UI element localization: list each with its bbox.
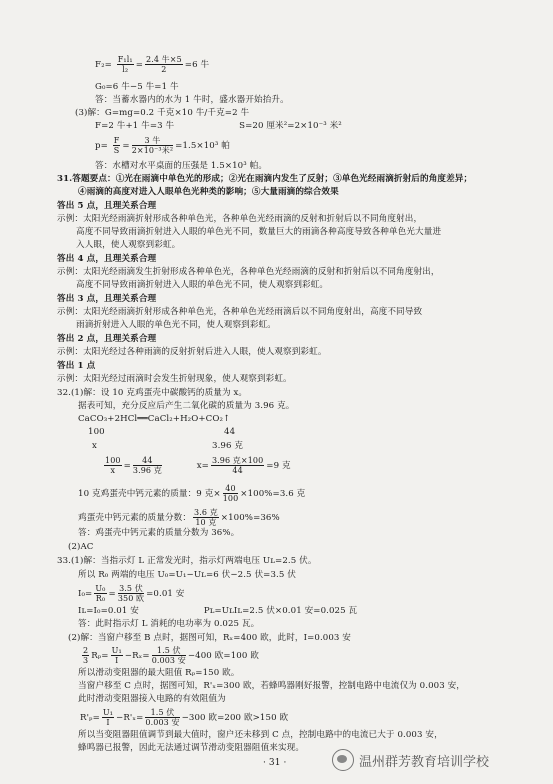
text: F=2 牛+1 牛=3 牛 xyxy=(95,121,175,131)
scoring-level: 答出 2 点，且理关系合理 xyxy=(57,334,157,344)
calcium-mass-line xyxy=(78,484,305,503)
denominator: R₀ xyxy=(95,594,106,603)
equation-value: 100 xyxy=(88,427,105,437)
text: x= xyxy=(196,461,209,471)
numerator: F xyxy=(113,136,120,145)
numerator: 3.5 伏 xyxy=(119,584,143,593)
denominator: 2×10⁻³米² xyxy=(131,146,174,155)
text: Pʟ=UʟIʟ=2.5 伏×0.01 安=0.025 瓦 xyxy=(203,606,358,616)
fraction xyxy=(223,484,239,503)
text: −300 欧=200 欧>150 欧 xyxy=(181,713,289,723)
fraction xyxy=(193,508,219,527)
fraction xyxy=(94,584,106,603)
fraction xyxy=(117,55,134,74)
example-line: 高度不同导致雨滴折射进入人眼的单色光不同，使人观察到彩虹。 xyxy=(76,280,329,290)
example-line: 示例：太阳光经过各种雨滴的反射折射后进入人眼，使人观察到彩虹。 xyxy=(57,347,327,357)
question-32-line: 32.(1)解：设 10 克鸡蛋壳中碳酸钙的质量为 x。 xyxy=(57,388,248,398)
numerator: 1.5 伏 xyxy=(152,646,186,656)
numerator: 100 xyxy=(105,456,121,465)
solution-line: (2)解：当窗户移至 B 点时，据图可知，Rₓ=400 欧，此时，I=0.003 安 xyxy=(68,633,351,643)
denominator: 0.003 安 xyxy=(151,656,186,665)
text: Rₚ= xyxy=(91,651,109,661)
denominator: S xyxy=(113,146,120,155)
example-line: 示例：太阳光经雨滴发生折射形成各种单色光，各种单色光经雨滴的反射和折射后以不同角度射出， xyxy=(57,267,440,277)
text: =9 克 xyxy=(266,461,291,471)
answer-line: 答：当蓄水器内的水为 1 牛时，盛水器开始抬升。 xyxy=(95,95,289,105)
equation-f-s xyxy=(95,121,342,132)
solution-line: 此时滑动变阻器接入电路的有效阻值为 xyxy=(78,694,226,704)
answer-line: (2)AC xyxy=(68,542,94,552)
scoring-level: 答出 5 点，且理关系合理 xyxy=(57,201,157,211)
text: p= xyxy=(95,141,108,151)
denominator: 0.003 安 xyxy=(145,718,180,727)
denominator: 3.96 克 xyxy=(132,466,162,475)
power-equation xyxy=(78,606,357,617)
text: F₂= xyxy=(95,60,112,70)
answer-line: 答：水槽对水平桌面的压强是 1.5×10³ 帕。 xyxy=(95,161,268,171)
fraction xyxy=(82,646,89,665)
equation-value: 3.96 克 xyxy=(212,441,244,451)
numerator: 40 xyxy=(223,484,239,494)
solution-line: 据表可知，充分反应后产生二氧化碳的质量为 3.96 克。 xyxy=(78,401,295,411)
current-equation: I₀= $\frac{\text{U₀}}{\text{R₀}}$ = $\frac{\text{3.5 伏}}{\text{350 欧}}$ =0.01 安 xyxy=(78,584,185,603)
fraction xyxy=(145,708,179,727)
equation-value: 44 xyxy=(224,427,236,437)
example-line: 雨滴折射进入人眼的单色光不同，使人观察到彩虹。 xyxy=(76,320,276,330)
fraction xyxy=(152,646,186,665)
solution-line: 所以当变阻器阻值调节到最大值时，窗户还未移到 C 点，控制电路中的电流已大于 0.003 安， xyxy=(78,730,443,740)
fraction xyxy=(145,55,183,74)
denominator: 44 xyxy=(232,466,243,475)
denominator: 100 xyxy=(222,494,239,503)
question-33-line: 33.(1)解：当指示灯 L 正常发光时，指示灯两端电压 Uʟ=2.5 伏。 xyxy=(57,556,317,566)
text: −R'ₓ= xyxy=(116,713,144,723)
solution-line: 所以滑动变阻器的最大阻值 Rₚ=150 欧。 xyxy=(78,668,240,678)
denominator: I xyxy=(106,718,110,727)
numerator: 2 xyxy=(83,646,89,655)
answer-key-heading: ④雨滴的高度对进入人眼单色光种类的影响；⑤大量雨滴的综合效果 xyxy=(78,187,339,197)
scoring-level: 答出 4 点，且理关系合理 xyxy=(57,254,157,264)
fraction xyxy=(132,136,173,155)
scoring-level: 答出 1 点 xyxy=(57,361,96,371)
equation-value: x xyxy=(92,441,97,451)
numerator: U₁ xyxy=(102,708,114,717)
answer-line: 答：鸡蛋壳中钙元素的质量分数为 36%。 xyxy=(78,528,240,538)
text: =1.5×10³ 帕 xyxy=(175,141,230,151)
denominator: l₂ xyxy=(122,65,129,74)
resistance-equation xyxy=(80,646,259,665)
text: 鸡蛋壳中钙元素的质量分数： xyxy=(78,513,192,523)
example-line: 高度不同导致雨滴折射进入人眼的单色光不同，数量巨大的雨滴各种高度导致各种单色光大量进 xyxy=(76,227,442,237)
equation-g0: G₀=6 牛−5 牛=1 牛 xyxy=(95,82,179,92)
answer-key-heading: 31.答题要点：①光在雨滴中单色光的形成；②光在雨滴内发生了反射；③单色光经雨滴折射后的角度差异； xyxy=(57,174,473,184)
fraction xyxy=(113,136,121,155)
numerator: U₀ xyxy=(95,584,106,593)
denominator: 2 xyxy=(161,65,167,74)
fraction xyxy=(211,456,264,475)
resistance-equation-2 xyxy=(80,708,288,727)
solution-line: 所以 R₀ 两端的电压 U₀=U₁−Uʟ=6 伏−2.5 伏=3.5 伏 xyxy=(78,570,296,580)
numerator: 44 xyxy=(133,456,162,466)
solution-line: (3)解：G=mg=0.2 千克×10 牛/千克=2 牛 xyxy=(75,108,250,118)
fraction xyxy=(118,584,144,603)
numerator: 1.5 伏 xyxy=(145,708,179,718)
numerator: 2.4 牛×5 xyxy=(146,55,182,64)
text: −Rₓ= xyxy=(124,651,150,661)
text: ×100%=3.6 克 xyxy=(240,489,306,499)
text: 10 克鸡蛋壳中钙元素的质量：9 克× xyxy=(78,489,221,499)
answer-line: 答：此时指示灯 L 消耗的电功率为 0.025 瓦。 xyxy=(78,619,260,629)
text: ×100%=36% xyxy=(220,513,280,523)
text: =6 牛 xyxy=(184,60,210,70)
watermark xyxy=(332,748,547,772)
denominator: 10 克 xyxy=(195,518,217,527)
example-line: 入人眼，使人观察到彩虹。 xyxy=(76,240,181,250)
text: R'ₚ= xyxy=(80,713,100,723)
text: =0.01 安 xyxy=(146,589,185,599)
numerator: 3 牛 xyxy=(132,136,173,146)
text: I₀= xyxy=(78,589,93,599)
scoring-level: 答出 3 点，且理关系合理 xyxy=(57,294,157,304)
solution-line: 蜂鸣器已报警，因此无法通过调节滑动变阻器阻值来实现。 xyxy=(78,743,305,753)
fraction xyxy=(104,456,122,475)
solution-line: 当窗户移至 C 点时，据图可知，R'ₓ=300 欧，若蜂鸣器刚好报警，控制电路中电流仅为 0.003 安， xyxy=(78,681,465,691)
wechat-icon xyxy=(332,749,354,771)
watermark-text: 温州群芳教育培训学校 xyxy=(359,754,490,770)
text: S=20 厘米²=2×10⁻³ 米² xyxy=(239,121,342,131)
fraction xyxy=(133,456,162,475)
fraction xyxy=(111,646,123,665)
denominator: 350 欧 xyxy=(117,594,145,603)
chemical-equation: CaCO₃+2HCl══CaCl₂+H₂O+CO₂↑ xyxy=(78,414,231,424)
numerator: 3.6 克 xyxy=(194,508,218,517)
text: Iʟ=I₀=0.01 安 xyxy=(78,606,139,616)
text: −400 欧=100 欧 xyxy=(187,651,259,661)
denominator: x xyxy=(110,466,116,475)
numerator: F₁l₁ xyxy=(117,55,133,64)
example-line: 示例：太阳光经过雨滴时会发生折射现象，使人观察到彩虹。 xyxy=(57,374,292,384)
denominator: 3 xyxy=(83,656,89,665)
numerator: U₁ xyxy=(111,646,122,655)
calcium-fraction-line xyxy=(78,508,280,527)
numerator: 3.96 克×100 xyxy=(211,456,264,465)
proportion-equation: $\frac{100}{x}$ = $\frac{44}{\text{3.96 克}}$ x= $\frac{\text{3.96 克×100}}{44}$ =9 克 xyxy=(105,456,291,475)
example-line: 示例：太阳光经雨滴折射形成各种单色光，各种单色光经雨滴的反射和折射后以不同角度射出， xyxy=(57,214,423,224)
equation-f2: F₂= $\frac{\text{F₁l₁}}{\text{l₂}}$ = $\frac{\text{2.4 牛×5}}{2}$ =6 牛 xyxy=(95,55,210,74)
example-line: 示例：太阳光经雨滴折射形成各种单色光，各种单色光经雨滴后以不同角度射出，高度不同导致 xyxy=(57,307,423,317)
fraction xyxy=(102,708,114,727)
page-number: · 31 · xyxy=(263,758,287,768)
equation-pressure: p= $\frac{F}{S}$ = $\frac{\text{3 牛}}{\text{2×10⁻³米²}}$ =1.5×10³ 帕 xyxy=(95,136,230,155)
denominator: I xyxy=(115,656,119,665)
